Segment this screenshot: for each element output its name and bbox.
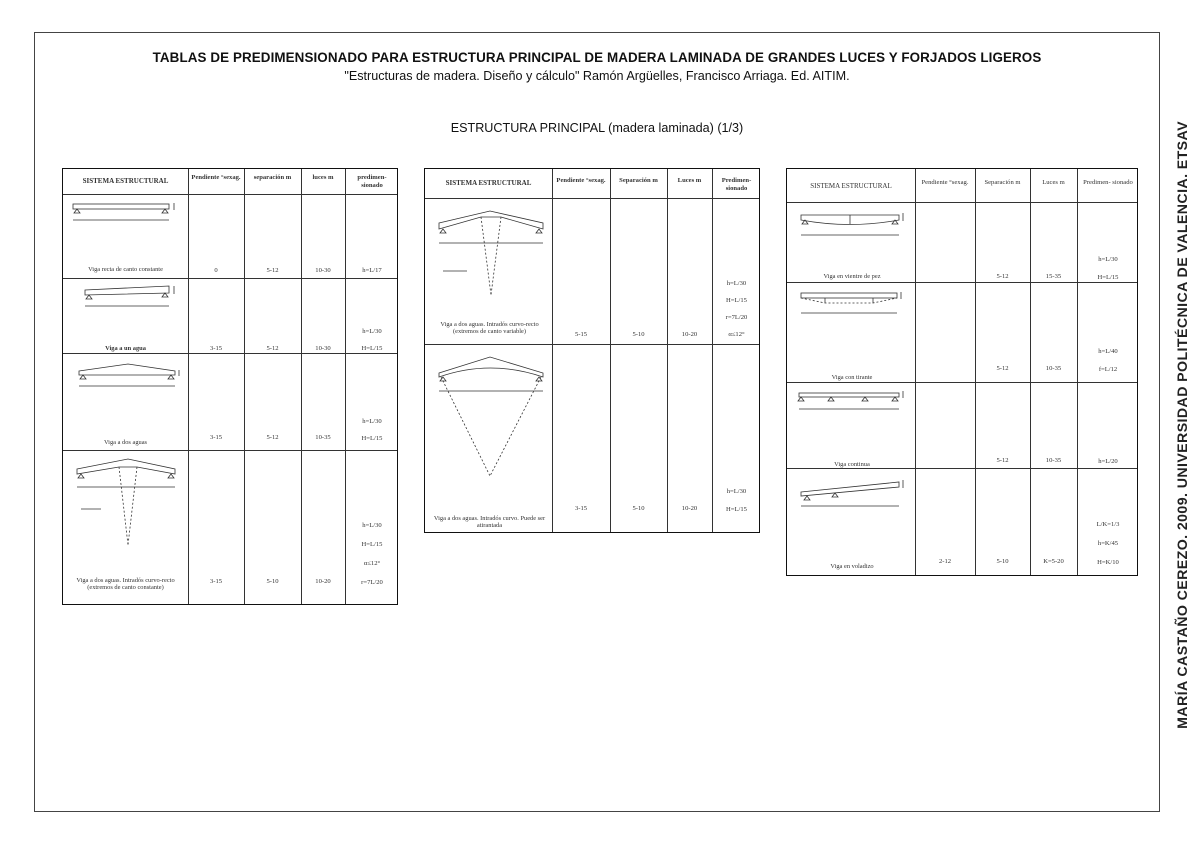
table1-row4-pre-3: α≤12° xyxy=(363,560,381,567)
table2-row2-pre-2: H=L/15 xyxy=(726,506,747,513)
header-luces: Luces m xyxy=(677,177,702,184)
table1-row4-caption: Viga a dos aguas. Intradós curvo-recto (extremos de canto constante) xyxy=(76,577,175,592)
table2-row1-separacion: 5-10 xyxy=(632,331,645,338)
table1-row3-pendiente: 3-15 xyxy=(209,434,223,441)
header-separacion: Separación m xyxy=(619,177,658,184)
table-3 xyxy=(786,168,1138,576)
table1-row1-caption: Viga recta de canto constante xyxy=(88,266,163,273)
beam-cantilever-diagram xyxy=(795,476,910,508)
table3-row2-pre-1: h=L/40 xyxy=(1098,348,1118,355)
header-sistema: SISTEMA ESTRUCTURAL xyxy=(810,182,892,190)
table1-row2-pre-2: H=L/15 xyxy=(361,345,383,352)
page-subtitle: "Estructuras de madera. Diseño y cálculo" Ramón Argüelles, Francisco Arriaga. Ed. AITIM. xyxy=(344,69,850,83)
author-credit xyxy=(1171,30,1195,820)
table1-row4-pendiente: 3-15 xyxy=(209,578,223,585)
table-2 xyxy=(424,168,760,533)
table1-row1-luces: 10-30 xyxy=(315,267,331,274)
table3-row4-separacion: 5-10 xyxy=(996,558,1009,565)
beam-continuous-diagram xyxy=(795,389,910,415)
table1-row1-pendiente: 0 xyxy=(214,267,218,274)
table1-row4-separacion: 5-10 xyxy=(266,578,279,585)
table3-row4-pre-2: h=K/45 xyxy=(1097,540,1119,547)
header-predimensionado: Predimen- sionado xyxy=(1083,179,1133,186)
header-predimensionado: Predimen- sionado xyxy=(721,177,752,192)
table3-row4-luces: K=5-20 xyxy=(1043,558,1064,565)
table1-row1-separacion: 5-12 xyxy=(266,267,279,274)
section-title: ESTRUCTURA PRINCIPAL (madera laminada) (1/3) xyxy=(450,121,744,135)
table3-row4-pendiente: 2-12 xyxy=(938,558,952,565)
table2-row1-pre-3: r=7L/20 xyxy=(725,314,748,321)
table3-row2-pre-2: f=L/12 xyxy=(1098,366,1118,373)
header-sistema: SISTEMA ESTRUCTURAL xyxy=(82,177,169,185)
table1-row4-luces: 10-20 xyxy=(315,578,331,585)
table1-row2-separacion: 5-12 xyxy=(266,345,279,352)
header-pendiente: Pendiente °sexag. xyxy=(556,177,606,184)
table1-row4-pre-2: H=L/15 xyxy=(361,541,383,548)
beam-curved-tied-diagram xyxy=(433,351,548,481)
table3-row1-luces: 15-35 xyxy=(1045,273,1062,280)
table2-row1-pendiente: 5-15 xyxy=(574,331,588,338)
beam-mono-pitch-diagram xyxy=(71,284,181,312)
table3-row2-luces: 10-35 xyxy=(1045,365,1062,372)
beam-tied-diagram xyxy=(795,289,910,319)
header-sistema: SISTEMA ESTRUCTURAL xyxy=(445,179,532,187)
table1-row3-caption: Viga a dos aguas xyxy=(103,439,148,446)
table2-row1-pre-2: H=L/15 xyxy=(726,297,747,304)
table2-row2-separacion: 5-10 xyxy=(632,505,645,512)
header-luces: Luces m xyxy=(1042,179,1065,186)
table3-row3-caption: Viga continua xyxy=(834,461,870,468)
beam-straight-diagram xyxy=(71,200,181,226)
table3-row2-caption: Viga con tirante xyxy=(831,374,873,381)
table1-row2-pre-1: h=L/30 xyxy=(362,328,382,335)
table1-row3-pre-2: H=L/15 xyxy=(361,435,383,442)
header-pendiente: Pendiente °sexag. xyxy=(191,174,241,181)
page-title: TABLAS DE PREDIMENSIONADO PARA ESTRUCTURA PRINCIPAL DE MADERA LAMINADA DE GRANDES LUCES Y FORJADOS LIGEROS xyxy=(152,50,1042,65)
table2-row1-pre-1: h=L/30 xyxy=(726,280,747,287)
table2-row2-caption: Viga a dos aguas. Intradós curvo. Puede ser atirantada xyxy=(433,515,546,530)
table2-row1-caption: Viga a dos aguas. Intradós curvo-recto (extremos de canto variable) xyxy=(440,321,539,336)
table3-row1-pre-1: h=L/30 xyxy=(1098,256,1118,263)
table1-row4-pre-4: r=7L/20 xyxy=(361,579,383,586)
table2-row1-pre-4: α≤12° xyxy=(728,331,745,338)
table1-row1-pre-1: h=L/17 xyxy=(362,267,382,274)
beam-double-pitch-diagram xyxy=(71,361,181,391)
table3-row4-pre-1: L/K=1/3 xyxy=(1096,521,1120,528)
header-separacion: separación m xyxy=(253,174,292,181)
table-1 xyxy=(62,168,398,605)
header-pendiente: Pendiente °sexag. xyxy=(921,179,969,186)
table1-row3-luces: 10-35 xyxy=(315,434,331,441)
beam-curved-recto-diagram xyxy=(71,457,181,552)
table2-row2-pendiente: 3-15 xyxy=(574,505,588,512)
header-separacion: Separación m xyxy=(984,179,1021,186)
table3-row4-caption: Viga en voladizo xyxy=(830,563,874,570)
table1-row4-pre-1: h=L/30 xyxy=(362,522,382,529)
table3-row1-separacion: 5-12 xyxy=(996,273,1009,280)
table1-row2-caption: Viga a un agua xyxy=(105,345,146,352)
header-predimensionado: predimen- sionado xyxy=(357,174,387,189)
table1-row2-pendiente: 3-15 xyxy=(209,345,223,352)
table3-row3-separacion: 5-12 xyxy=(996,457,1009,464)
table2-row2-pre-1: h=L/30 xyxy=(726,488,747,495)
author-credit-text: MARÍA CASTAÑO CEREZO. 2009. UNIVERSIDAD POLITÉCNICA DE VALENCIA. ETSAV xyxy=(1175,121,1191,729)
table3-row3-pre-1: h=L/20 xyxy=(1098,458,1118,465)
table3-row2-separacion: 5-12 xyxy=(996,365,1009,372)
table1-row3-separacion: 5-12 xyxy=(266,434,279,441)
table2-row2-luces: 10-20 xyxy=(681,505,698,512)
beam-fish-belly-diagram xyxy=(795,209,910,239)
table1-row2-luces: 10-30 xyxy=(315,345,331,352)
header-luces: luces m xyxy=(312,174,334,181)
table3-row1-pre-2: H=L/15 xyxy=(1097,274,1119,281)
table2-row1-luces: 10-20 xyxy=(681,331,698,338)
beam-curved-variable-diagram xyxy=(433,207,548,303)
table1-row3-pre-1: h=L/30 xyxy=(362,418,382,425)
table3-row3-luces: 10-35 xyxy=(1045,457,1062,464)
table3-row4-pre-3: H=K/10 xyxy=(1097,559,1119,566)
table3-row1-caption: Viga en vientre de pez xyxy=(823,273,881,280)
